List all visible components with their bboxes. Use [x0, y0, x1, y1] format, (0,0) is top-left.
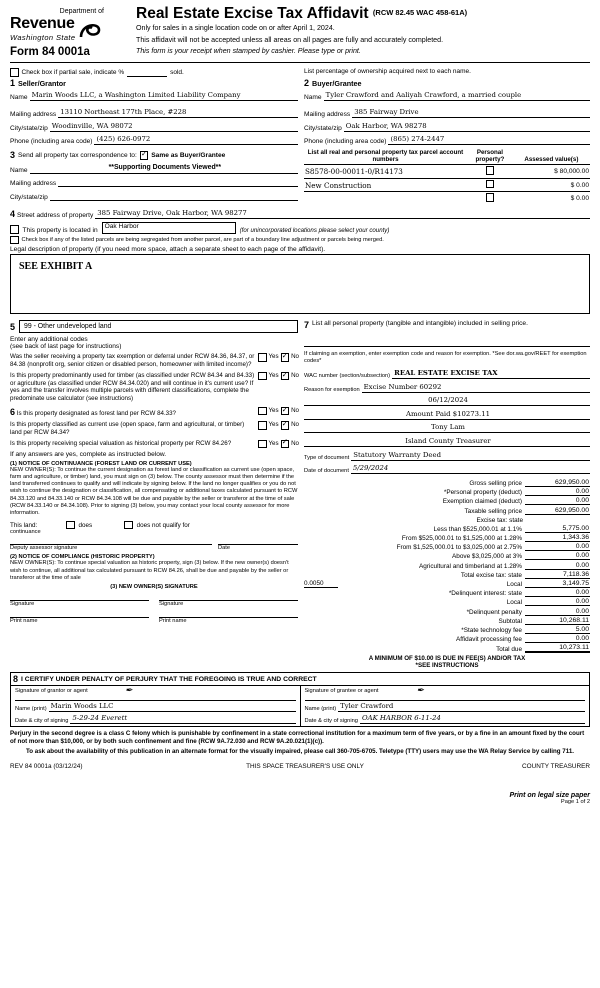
fee-label-6: From $525,000.01 to $1,525,000 at 1.28%	[401, 535, 522, 543]
parcel-number-2[interactable]	[304, 192, 467, 205]
question-exemption-answers[interactable]: Yes ✓ No	[258, 353, 298, 369]
document-date-value[interactable]: 5/29/2024	[352, 464, 389, 473]
reason-exemption-label: Reason for exemption	[304, 386, 360, 393]
fee-value-18[interactable]: 10,273.11	[525, 644, 590, 653]
parcel-table-section	[298, 150, 590, 205]
grantor-signature-mark[interactable]: ✒	[125, 686, 133, 697]
fee-label-18: Total due	[496, 646, 522, 654]
tax-correspondence-section	[10, 150, 298, 205]
parcel-col-header: List all real and personal property tax parcel account numbers	[307, 149, 464, 163]
fee-label-16: *State technology fee	[461, 626, 522, 634]
question-forest-answers[interactable]: Yes ✓ No	[258, 407, 298, 418]
signature-label-1: Signature	[10, 600, 35, 607]
section-6-number: 6	[10, 406, 16, 417]
property-section	[0, 209, 600, 315]
land-use-code-value[interactable]: 99 - Other undeveloped land	[19, 320, 298, 333]
seller-section	[10, 78, 298, 146]
question-historic-text: Is this property receiving special valuation as historical property per RCW 84.26?	[10, 439, 232, 447]
additional-codes-note-2: (see back of last page for instructions)	[10, 343, 122, 351]
legal-description-box[interactable]	[10, 254, 590, 314]
fee-label-15: Subtotal	[498, 617, 522, 625]
question-currentuse-answers[interactable]: Yes ✓ No	[258, 421, 298, 437]
buyer-phone-value[interactable]: (865) 274-2447	[390, 135, 445, 144]
swirl-icon	[77, 16, 103, 42]
parcel-table	[304, 150, 590, 205]
parcel-number-0[interactable]: S8578-00-00011-0/R14173	[304, 165, 467, 179]
section-2-number: 2	[304, 77, 310, 88]
grantee-name-value[interactable]: Tyler Crawford	[340, 702, 394, 711]
unincorporated-note: (for unincorporated locations please select your county)	[239, 226, 390, 234]
corr-name-value[interactable]: **Supporting Documents Viewed**	[108, 163, 222, 171]
partial-sale-label: Check box if partial sale, indicate %	[21, 69, 125, 77]
buyer-heading: Buyer/Grantee	[312, 78, 362, 88]
same-as-buyer-label: Same as Buyer/Grantee	[151, 151, 226, 159]
deputy-assessor-label: Deputy assessor signature	[10, 545, 78, 552]
document-type-label: Type of document	[304, 454, 350, 461]
fee-label-14: *Delinquent penalty	[466, 608, 522, 616]
assessed-value-2[interactable]: $ 0.00	[513, 192, 590, 205]
seller-mailing-label: Mailing address	[10, 111, 57, 119]
buyer-name-label: Name	[304, 94, 322, 102]
personal-property-input[interactable]	[304, 330, 590, 347]
fee-label-10: Total excise tax: state	[460, 571, 522, 579]
fee-label-1: *Personal property (deduct)	[443, 489, 522, 497]
parcel-number-1[interactable]: New Construction	[304, 178, 467, 192]
header-line-1: Only for sales in a single location code on or after April 1, 2024.	[136, 24, 335, 33]
located-in-label: This property is located in	[22, 226, 98, 234]
grantee-signature-label: Signature of grantee or agent	[304, 688, 379, 695]
revenue-wordmark: Revenue	[10, 15, 75, 33]
table-row	[304, 165, 590, 179]
personal-property-note: List all personal property (tangible and intangible) included in selling price.	[312, 320, 528, 328]
fee-label-9: Agricultural and timberland at 1.28%	[418, 562, 522, 570]
personal-property-checkbox-0[interactable]	[467, 165, 513, 179]
perjury-notice: Perjury in the second degree is a class C felony which is punishable by confinement in a state correctional institution for a maximum term of five years, or by a fine in an amount fixed by the court of not more than $10,000, or by both such confinement and fine (RCW 9A.72.030 and RCW 9A.20.021(1)(c)).	[10, 730, 585, 746]
seller-name-value[interactable]: Marin Woods LLC, a Washington Limited Liability Company	[31, 91, 241, 100]
legal-description-label: Legal description of property (if you need more space, attach a separate sheet to each page of the affidavit).	[10, 246, 326, 254]
buyer-citystatezip-value[interactable]: Oak Harbor, WA 98278	[345, 121, 427, 130]
stamp-line-2: Excise Number 60292	[363, 382, 442, 391]
buyer-citystatezip-label: City/state/zip	[304, 124, 342, 132]
located-in-checkbox[interactable]	[10, 225, 19, 234]
fee-value-11[interactable]: 3,149.75	[525, 580, 590, 588]
grantee-signature-mark[interactable]: ✒	[416, 686, 425, 697]
stamp-line-1: REAL ESTATE EXCISE TAX	[394, 369, 498, 378]
continuance-label: continuance	[10, 529, 41, 536]
legal-description-value: SEE EXHIBIT A	[19, 261, 93, 273]
buyer-mailing-label: Mailing address	[304, 111, 351, 119]
does-label: does	[78, 521, 93, 529]
corr-mailing-value[interactable]	[58, 177, 60, 184]
washington-state-label: Washington State	[10, 33, 76, 43]
buyer-section	[298, 78, 590, 146]
does-checkbox[interactable]	[66, 521, 75, 530]
form-revision: REV 84 0001a (03/12/24)	[10, 763, 83, 771]
personal-property-checkbox-1[interactable]	[467, 178, 513, 192]
grantor-date-label: Date & city of signing	[15, 718, 69, 725]
legal-paper-note: Print on legal size paper	[509, 792, 590, 800]
table-row	[304, 192, 590, 205]
fee-value-8[interactable]: 0.00	[525, 552, 590, 560]
fee-value-7[interactable]: 0.00	[525, 543, 590, 551]
grantee-name-label: Name (print)	[304, 706, 337, 713]
certification-heading: I CERTIFY UNDER PENALTY OF PERJURY THAT THE FOREGOING IS TRUE AND CORRECT	[21, 675, 317, 683]
stamp-line-5: Tony Lam	[431, 423, 465, 432]
question-historic-answers[interactable]: Yes ✓ No	[258, 440, 298, 449]
fee-value-15[interactable]: 10,268.11	[525, 617, 590, 625]
buyer-name-value[interactable]: Tyler Crawford and Aaliyah Crawford, a married couple	[325, 91, 522, 100]
rcw-reference: (RCW 82.45 WAC 458-61A)	[372, 8, 468, 17]
question-forest-text: Is this property designated as forest land per RCW 84.33?	[16, 409, 176, 417]
form-header	[0, 0, 600, 58]
does-not-label: does not qualify for	[136, 521, 190, 529]
corr-citystatezip-value[interactable]	[50, 191, 52, 198]
exemption-note: If claiming an exemption, enter exemption code and reason for exemption. *See dor.wa.gov/REET for exemption codes*	[304, 351, 587, 365]
additional-codes-note-1: Enter any additional codes	[10, 336, 88, 344]
fee-label-7: From $1,525,000.01 to $3,025,000 at 2.75%	[396, 544, 522, 552]
local-rate-value[interactable]: 0.0050	[304, 580, 338, 588]
seller-heading: Seller/Grantor	[18, 78, 66, 88]
notice-compliance-body: NEW OWNER(S): To continue special valuation as historic property, sign (3) below. If the new owner(s) doesn't wish to continue, all additional tax calculated pursuant to RCW 84.26, shall be due and payable by the seller or transferor at the time of sale	[10, 560, 289, 581]
if-yes-note: If any answers are yes, complete as instructed below.	[10, 451, 167, 459]
fee-value-17[interactable]: 0.00	[525, 635, 590, 643]
street-address-value[interactable]: 385 Fairway Drive, Oak Harbor, WA 98277	[97, 208, 247, 217]
tax-calculation-section	[298, 317, 590, 669]
document-type-value[interactable]: Statutory Warranty Deed	[353, 450, 441, 459]
this-land-label: This land:	[10, 521, 38, 529]
new-owner-signature-title: (3) NEW OWNER(S) SIGNATURE	[110, 583, 198, 590]
fee-label-17: Affidavit processing fee	[456, 636, 522, 644]
fee-label-4: Excise tax: state	[476, 516, 523, 524]
notice-continuance-body: NEW OWNER(S): To continue the current designation as forest land or classification as current use (open space, farm and agriculture, or timber) land, you must sign on (3) below. The county assessor must then determine if the land transferred continues to qualify and will indicate by signing below. If the land no longer qualifies or you do not wish to continue the designation or classification, all compensating or additional taxes calculated pursuant to RCW 84.33.120 and 84.33.140 or RCW 84.34.108 will be due and payable by the seller or transferor at the time of sale (RCW 84.33.140 or 84.34.108). Prior to signing (3) below, you may contact your local county assessor for more information.	[10, 467, 298, 516]
see-instructions-note: *SEE INSTRUCTIONS	[415, 662, 479, 670]
seller-name-label: Name	[10, 94, 28, 102]
fee-value-1[interactable]: 0.00	[525, 488, 590, 496]
seller-citystatezip-value[interactable]: Woodinville, WA 98072	[51, 121, 133, 130]
section-5-number: 5	[10, 321, 16, 332]
signature-label-2: Signature	[159, 600, 184, 607]
section-3-text: Send all property tax correspondence to:	[18, 151, 137, 159]
header-line-2: This affidavit will not be accepted unless all areas on all pages are fully and accurately completed.	[136, 35, 444, 44]
section-3-number: 3	[10, 150, 16, 161]
personal-property-checkbox-2[interactable]	[467, 192, 513, 205]
personal-property-col-header: Personal property?	[475, 149, 505, 163]
minimum-fee-note: A MINIMUM OF $10.00 IS DUE IN FEE(S) AND/OR TAX	[368, 655, 526, 663]
page-number: Page 1 of 2	[560, 799, 590, 806]
stamp-line-6: Island County Treasurer	[405, 436, 491, 445]
fee-value-5[interactable]: 5,775.00	[525, 525, 590, 533]
print-name-label-2: Print name	[159, 617, 187, 624]
corr-name-label: Name	[10, 166, 28, 174]
document-date-label: Date of document	[304, 468, 349, 475]
county-treasurer-label: COUNTY TREASURER	[522, 763, 590, 771]
grantee-date-value[interactable]: OAK HARBOR 6-11-24	[361, 714, 441, 723]
fee-value-2[interactable]: 0.00	[525, 497, 590, 505]
question-timber-text: Is this property predominantly used for timber (as classified under RCW 84.34 and 84.33) or agriculture (as classified under RCW 84.34.020) and will continue in it's current use? If yes and the transfer involves multiple parcels with different classifications, complete the predominate use calculator (see instructions)	[10, 371, 255, 403]
availability-notice: To ask about the availability of this publication in an alternate format for the visually impaired, please call 360-705-6705. Teletype (TTY) users may use the WA Relay Service by calling 711.	[25, 748, 574, 756]
fee-label-3: Taxable selling price	[464, 507, 522, 515]
fee-value-3[interactable]: 629,950.00	[525, 507, 590, 515]
seller-mailing-value[interactable]: 13110 Northeast 177th Place, #228	[60, 108, 187, 117]
fee-label-5: Less than $525,000.01 at 1.1%	[433, 525, 522, 533]
does-not-qualify-checkbox[interactable]	[124, 521, 133, 530]
grantor-signature-label: Signature of grantor or agent	[15, 688, 88, 695]
deputy-date-label: Date	[218, 545, 231, 552]
seller-phone-label: Phone (including area code)	[10, 138, 93, 146]
table-row	[304, 178, 590, 192]
header-divider	[10, 62, 590, 63]
notice-compliance-title: (2) NOTICE OF COMPLIANCE (HISTORIC PROPERTY)	[10, 554, 155, 561]
fee-value-6[interactable]: 1,343.36	[525, 534, 590, 542]
section-7-number: 7	[304, 320, 310, 331]
use-code-section	[10, 317, 298, 669]
fee-label-8: Above $3,025,000 at 3%	[452, 553, 522, 561]
certification-section	[10, 672, 590, 727]
treasurer-space-label: THIS SPACE TREASURER'S USE ONLY	[246, 763, 364, 771]
header-line-3: This form is your receipt when stamped by cashier. Please type or print.	[136, 46, 361, 55]
fee-label-12: *Delinquent interest: state	[448, 590, 522, 598]
section-8-number: 8	[13, 674, 19, 685]
grantor-name-value[interactable]: Marin Woods LLC	[50, 702, 114, 711]
ownership-percent-note: List percentage of ownership acquired next to each name.	[304, 68, 471, 76]
fee-value-16[interactable]: 5.00	[525, 626, 590, 634]
segregated-note: Check box if any of the listed parcels are being segregated from another parcel, are part of a boundary line adjustment or parcels being merged.	[21, 237, 384, 244]
fee-label-2: Exemption claimed (deduct)	[442, 498, 522, 506]
seller-phone-value[interactable]: (425) 626-0972	[96, 135, 151, 144]
section-4-number: 4	[10, 208, 16, 219]
agency-logo	[10, 6, 130, 58]
question-currentuse-text: Is this property classified as current use (open space, farm and agricultural, or timber) land per RCW 84.34?	[10, 421, 245, 436]
print-name-label-1: Print name	[10, 617, 38, 624]
wac-number-label: WAC number (section/subsection)	[304, 373, 391, 380]
buyer-phone-label: Phone (including area code)	[304, 138, 387, 146]
question-timber-answers[interactable]: Yes ✓ No	[258, 372, 298, 403]
segregated-checkbox[interactable]	[10, 236, 19, 245]
seller-citystatezip-label: City/state/zip	[10, 124, 48, 132]
fee-table	[304, 479, 590, 653]
fee-value-9[interactable]: 0.00	[525, 562, 590, 570]
buyer-mailing-value[interactable]: 385 Fairway Drive	[354, 108, 419, 117]
stamp-line-3: 06/12/2024	[428, 396, 468, 405]
page-title: Real Estate Excise Tax Affidavit	[136, 5, 369, 22]
form-number: Form 84 0001a	[10, 46, 90, 59]
partial-sale-checkbox[interactable]	[10, 68, 19, 77]
fee-label-0: Gross selling price	[469, 480, 522, 488]
fee-value-13[interactable]: 0.00	[525, 598, 590, 606]
partial-sale-percent-input[interactable]	[127, 69, 167, 77]
notice-continuance-title: (1) NOTICE OF CONTINUANCE (FOREST LAND OR CURRENT USE)	[10, 461, 192, 468]
assessed-value-0[interactable]: $ 80,000.00	[513, 165, 590, 179]
partial-sale-sold-label: sold.	[170, 69, 184, 77]
fee-value-10[interactable]: 7,118.36	[525, 571, 590, 579]
fee-value-14[interactable]: 0.00	[525, 608, 590, 616]
corr-citystatezip-label: City/state/zip	[10, 193, 48, 201]
question-exemption-text: Was the seller receiving a property tax exemption or deferral under RCW 84.36, 84.37, or 84.38 (nonprofit org, senior citizen or disabled person, homeowner with limited income)?	[10, 353, 255, 369]
located-in-value[interactable]: Oak Harbor	[102, 222, 236, 234]
stamp-line-4: Amount Paid $10273.11	[406, 409, 490, 418]
fee-value-12[interactable]: 0.00	[525, 589, 590, 597]
grantee-date-label: Date & city of signing	[304, 718, 358, 725]
fee-value-0[interactable]: 629,950.00	[525, 479, 590, 487]
assessed-value-1[interactable]: $ 0.00	[513, 178, 590, 192]
fee-label-11: Local	[506, 580, 522, 588]
department-label: Department of	[59, 8, 104, 15]
assessed-value-col-header: Assessed value(s)	[524, 155, 579, 163]
grantor-name-label: Name (print)	[15, 706, 47, 713]
corr-mailing-label: Mailing address	[10, 180, 57, 188]
street-address-label: Street address of property	[17, 211, 94, 219]
fee-label-13: Local	[506, 599, 522, 607]
same-as-buyer-checkbox[interactable]	[140, 151, 149, 160]
section-1-number: 1	[10, 77, 16, 88]
grantor-date-value[interactable]: 5-29-24 Everett	[72, 714, 128, 723]
